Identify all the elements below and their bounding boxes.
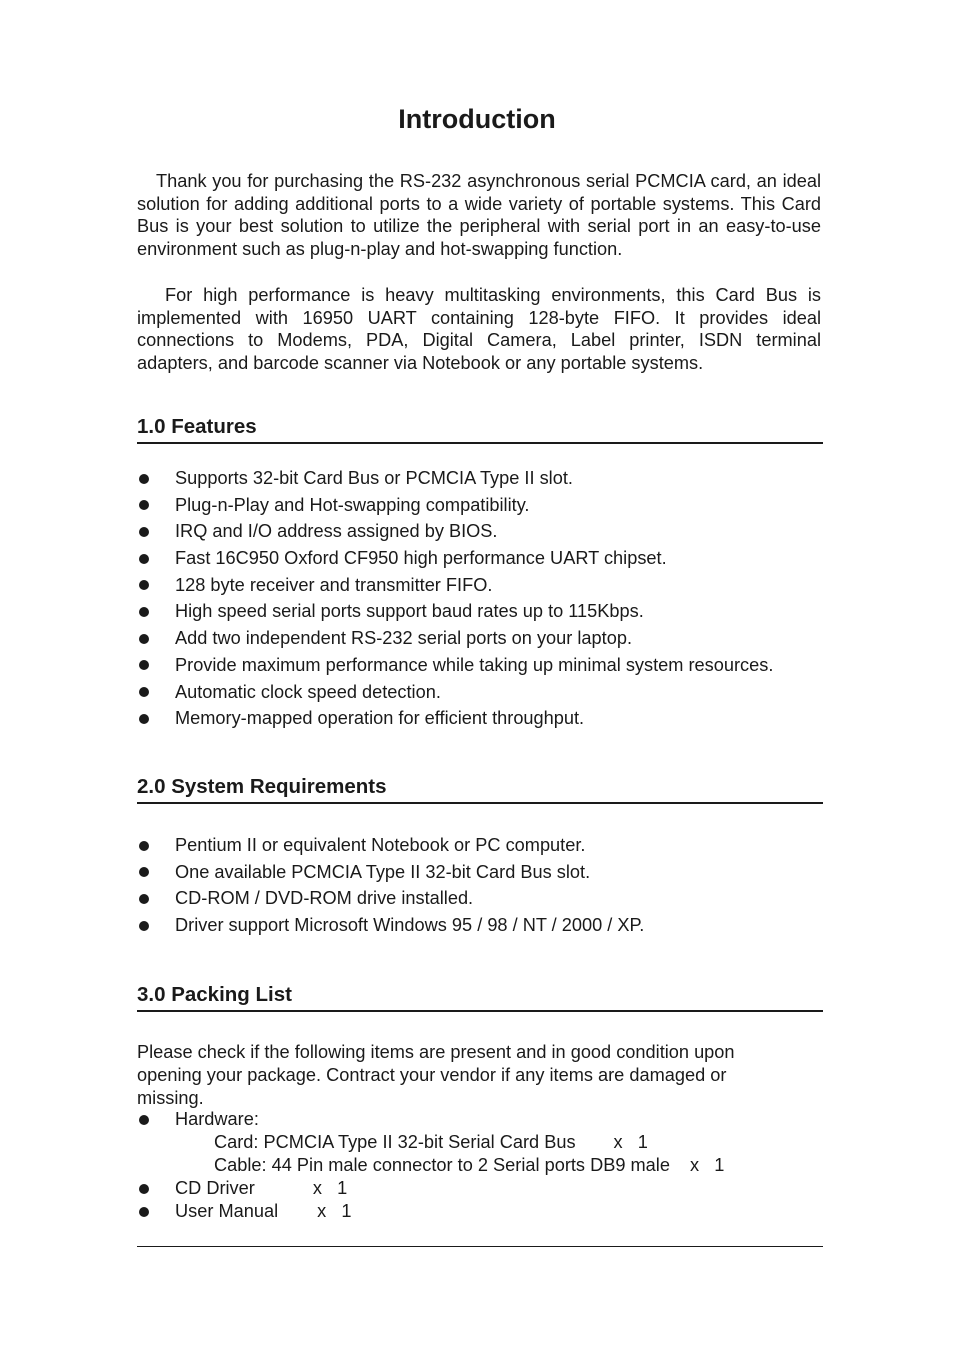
bullet-icon xyxy=(139,474,149,484)
list-item xyxy=(137,572,773,599)
bullet-icon xyxy=(139,894,149,904)
cd-driver-quantity: x 1 xyxy=(312,1178,348,1198)
bullet-icon xyxy=(139,687,149,697)
list-item-text: One available PCMCIA Type II 32-bit Card Bus slot. xyxy=(175,861,591,882)
bullet-icon xyxy=(139,500,149,510)
bullet-icon xyxy=(139,660,149,670)
packing-intro-text: Please check if the following items are present and in good condition upon opening your package. Contract your vendor if any items are damaged or missing. xyxy=(137,1042,735,1108)
list-item xyxy=(137,885,644,912)
bottom-divider xyxy=(137,1246,823,1247)
list-item xyxy=(137,832,644,859)
list-item-text: Supports 32-bit Card Bus or PCMCIA Type II slot. xyxy=(175,468,573,488)
cd-driver-name: CD Driver xyxy=(175,1178,255,1198)
packing-list-extras xyxy=(137,1177,351,1223)
list-item-user-manual xyxy=(137,1200,351,1223)
page-title: Introduction xyxy=(398,104,556,134)
list-item xyxy=(137,679,773,706)
list-item-cd-driver xyxy=(137,1177,351,1200)
bullet-icon xyxy=(139,867,149,877)
packing-list-heading: 3.0 Packing List xyxy=(137,983,823,1012)
requirements-list xyxy=(137,832,644,939)
list-item xyxy=(137,705,773,732)
bullet-icon xyxy=(139,1115,149,1125)
list-item xyxy=(137,859,644,886)
list-item-text: Pentium II or equivalent Notebook or PC computer. xyxy=(175,835,586,855)
bullet-icon xyxy=(139,921,149,931)
features-heading: 1.0 Features xyxy=(137,415,823,444)
intro-paragraph-1: Thank you for purchasing the RS-232 asynchronous serial PCMCIA card, an ideal solution for adding additional ports to a wide variety of portable systems. This Card Bus is your best solution to utilize the peripheral with serial port in an easy-to-use environment such as plug-n-play and hot-swapping function. xyxy=(137,171,821,260)
requirements-heading: 2.0 System Requirements xyxy=(137,775,823,804)
bullet-icon xyxy=(139,607,149,617)
hardware-cable-item xyxy=(214,1154,724,1177)
bullet-icon xyxy=(139,714,149,724)
features-list xyxy=(137,465,773,732)
list-item xyxy=(137,545,773,572)
list-item-text: Automatic clock speed detection. xyxy=(175,681,441,702)
user-manual-name: User Manual xyxy=(175,1201,279,1221)
list-item xyxy=(137,652,773,679)
list-item-text: 128 byte receiver and transmitter FIFO. xyxy=(175,574,493,595)
list-item-text: Driver support Microsoft Windows 95 / 98 / NT / 2000 / XP. xyxy=(175,915,645,936)
cable-name: Cable: 44 Pin male connector to 2 Serial ports DB9 male xyxy=(214,1155,670,1175)
bullet-icon xyxy=(139,841,149,851)
list-item xyxy=(137,598,773,625)
packing-list xyxy=(137,1108,259,1131)
bullet-icon xyxy=(139,1207,149,1217)
card-quantity: x 1 xyxy=(613,1132,648,1152)
hardware-card-item xyxy=(214,1131,648,1154)
list-item-text: IRQ and I/O address assigned by BIOS. xyxy=(175,521,498,542)
bullet-icon xyxy=(139,1184,149,1194)
list-item xyxy=(137,465,773,492)
list-item-text: Fast 16C950 Oxford CF950 high performance UART chipset. xyxy=(175,548,667,569)
list-item xyxy=(137,492,773,519)
list-item xyxy=(137,912,644,939)
list-item-text: High speed serial ports support baud rates up to 115Kbps. xyxy=(175,601,644,622)
cable-quantity: x 1 xyxy=(689,1155,725,1175)
intro-paragraph-2: For high performance is heavy multitasking environments, this Card Bus is implemented with 16950 UART containing 128-byte FIFO. It provides ideal connections to Modems, PDA, Digital Camera, Label printer, ISDN terminal adapters, and barcode scanner via Notebook or any portable systems. xyxy=(137,285,821,374)
list-item-hardware xyxy=(137,1108,259,1131)
hardware-label: Hardware: xyxy=(175,1109,259,1129)
list-item xyxy=(137,625,773,652)
list-item xyxy=(137,518,773,545)
list-item-text: Add two independent RS-232 serial ports on your laptop. xyxy=(175,628,632,649)
bullet-icon xyxy=(139,580,149,590)
bullet-icon xyxy=(139,634,149,644)
list-item-text: Memory-mapped operation for efficient throughput. xyxy=(175,708,585,729)
card-name: Card: PCMCIA Type II 32-bit Serial Card Bus xyxy=(214,1132,576,1152)
list-item-text: Provide maximum performance while taking up minimal system resources. xyxy=(175,654,774,675)
list-item-text: CD-ROM / DVD-ROM drive installed. xyxy=(175,888,474,909)
bullet-icon xyxy=(139,554,149,564)
list-item-text: Plug-n-Play and Hot-swapping compatibility. xyxy=(175,494,530,515)
bullet-icon xyxy=(139,527,149,537)
user-manual-quantity: x 1 xyxy=(317,1201,352,1221)
